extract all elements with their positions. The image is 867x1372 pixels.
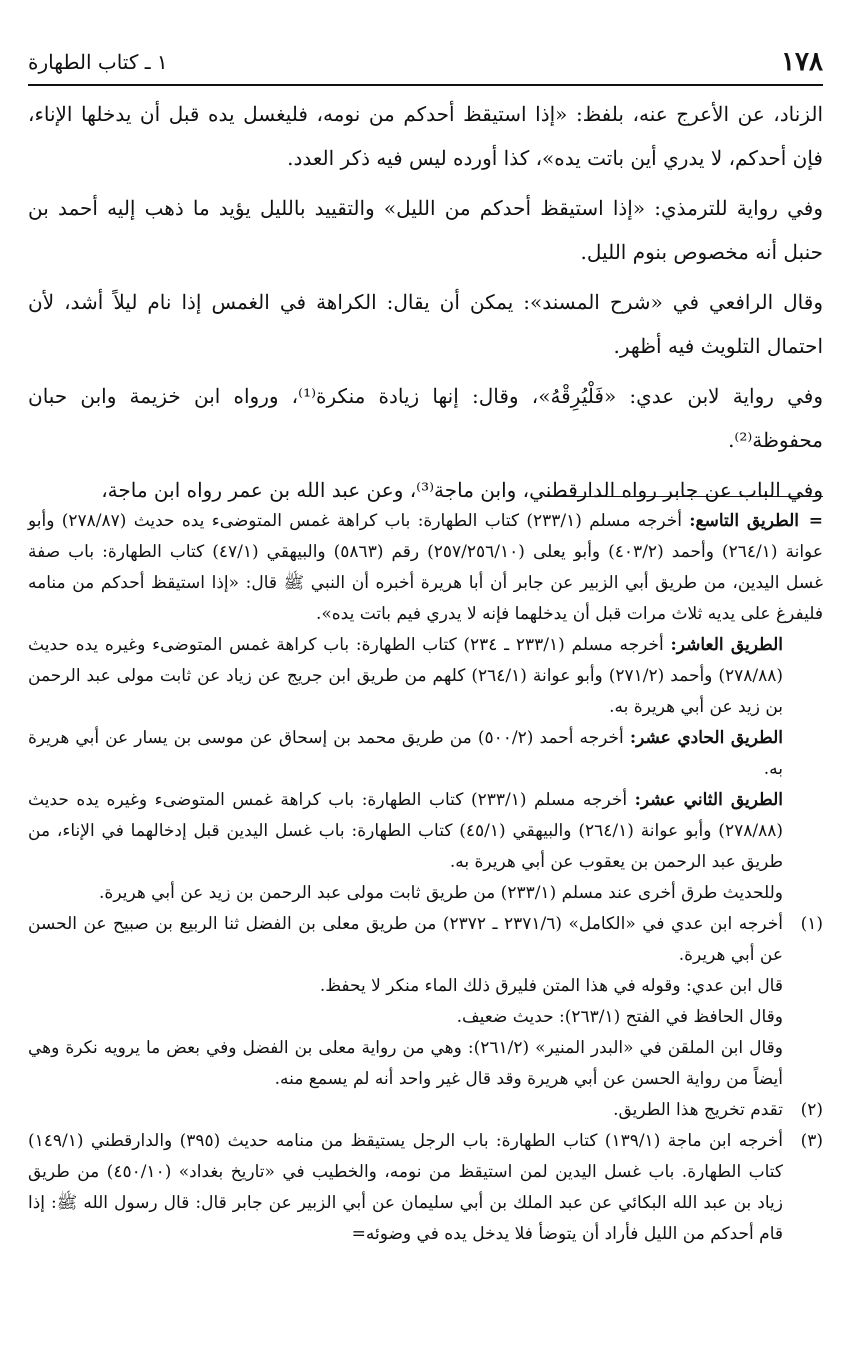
- footnote-route: [28, 785, 823, 878]
- page-header: [28, 42, 823, 82]
- body-paragraph: وفي الباب عن جابر رواه الدارقطني، وابن ماجة⁽³⁾، وعن عبد الله بن عمر رواه ابن ماجة،: [101, 478, 823, 502]
- route-label: الطريق الثاني عشر:: [634, 790, 784, 810]
- route-text: وللحديث طرق أخرى عند مسلم (٢٣٣/١) من طريق ثابت مولى عبد الرحمن بن زيد عن أبي هريرة.: [99, 883, 783, 903]
- route-text: أخرجه مسلم (٢٣٣/١) كتاب الطهارة: باب كراهة غمس المتوضىء يده حديث (٢٧٨/٨٧) وأبو عوانة (٢٦٤/١) وأحمد (٤٠٣/٢) وأبو يعلى (٢٥٧/٢٥٦/١٠) رقم (٥٨٦٣) والبيهقي (٤٧/١) كتاب الطهارة: باب صفة غسل اليدين، من طريق أبي الزبير عن جابر أن أبا هريرة أخبره أن النبي ﷺ قال: «إذا استيقظ أحدكم من منامه فليفرغ على يديه ثلاث مرات قبل أن يدخلهما فإنه لا يدري فيم باتت يده».: [28, 511, 823, 624]
- main-text: [28, 92, 823, 518]
- body-paragraph: وفي رواية لابن عدي: «فَلْيُرِقْهُ»، وقال: إنها زيادة منكرة⁽¹⁾، ورواه ابن خزيمة وابن حبان محفوظة⁽²⁾.: [28, 384, 823, 452]
- footnote-route: [28, 506, 823, 630]
- footnote-route: [28, 878, 823, 909]
- footnote-3: [28, 1126, 823, 1250]
- page-number: ١٧٨: [781, 47, 823, 77]
- body-paragraph: وفي رواية للترمذي: «إذا استيقظ أحدكم من الليل» والتقييد بالليل يؤيد ما ذهب إليه أحمد بن حنبل أنه مخصوص بنوم الليل.: [28, 196, 823, 264]
- footnote-number: (٢): [800, 1100, 823, 1120]
- footnote-line: تقدم تخريج هذا الطريق.: [613, 1100, 783, 1120]
- route-label: الطريق العاشر:: [670, 635, 783, 655]
- route-text: أخرجه أحمد (٥٠٠/٢) من طريق محمد بن إسحاق عن موسى بن يسار عن أبي هريرة به.: [28, 728, 783, 779]
- route-label: الطريق التاسع:: [689, 511, 799, 531]
- footnote-route: [28, 723, 823, 785]
- body-paragraph: وقال الرافعي في «شرح المسند»: يمكن أن يقال: الكراهة في الغمس إذا نام ليلاً أشد، لأن احتمال التلويث فيه أظهر.: [28, 290, 823, 358]
- footnote-1: [28, 909, 823, 1095]
- footnote-line: قال ابن عدي: وقوله في هذا المتن فليرق ذلك الماء منكر لا يحفظ.: [319, 976, 783, 996]
- route-text: أخرجه مسلم (٢٣٣/١ ـ ٢٣٤) كتاب الطهارة: باب كراهة غمس المتوضىء وغيره يده حديث (٢٧٨/٨٨) وأحمد (٢٧١/٢) وأبو عوانة (٢٦٤/١) كلهم من طريق ابن جريج عن زياد عن ثابت مولى عبد الرحمن بن زيد عن أبي هريرة به.: [28, 635, 784, 717]
- footnote-line: وقال ابن الملقن في «البدر المنير» (٢٦١/٢): وهي من رواية معلى بن الفضل وفي بعض ما يرويه نكرة وهي أيضاً من رواية الحسن عن أبي هريرة وقد قال غير واحد أنه لم يسمع منه.: [28, 1038, 783, 1089]
- continuation-mark: =: [808, 511, 823, 531]
- footnote-number: (١): [800, 914, 823, 934]
- footnote-line: أخرجه ابن ماجة (١٣٩/١) كتاب الطهارة: باب الرجل يستيقظ من منامه حديث (٣٩٥) والدارقطني (١٤٩/١) كتاب الطهارة. باب غسل اليدين لمن استيقظ من نومه، والخطيب في «تاريخ بغداد» (٤٥٠/١٠) من طريق زياد بن عبد الله البكائي عن عبد الملك بن أبي سليمان عن أبي الزبير عن جابر قال: قال رسول الله ﷺ: إذا قام أحدكم من الليل فأراد أن يتوضأ فلا يدخل يده في وضوئه=: [28, 1131, 783, 1244]
- footnote-2: [28, 1095, 823, 1126]
- footnote-number: (٣): [800, 1131, 823, 1151]
- header-rule: [28, 84, 823, 86]
- running-title: ١ ـ كتاب الطهارة: [28, 50, 168, 74]
- footnote-route: [28, 630, 823, 723]
- body-paragraph: الزناد، عن الأعرج عنه، بلفظ: «إذا استيقظ أحدكم من نومه، فليغسل يده قبل أن يدخلها الإناء، فإن أحدكم، لا يدري أين باتت يده»، كذا أورده ليس فيه ذكر العدد.: [28, 102, 823, 170]
- footnotes: [28, 506, 823, 1250]
- footnote-separator: [548, 496, 823, 497]
- route-label: الطريق الحادي عشر:: [629, 728, 784, 748]
- footnote-line: أخرجه ابن عدي في «الكامل» (٢٣٧١/٦ ـ ٢٣٧٢) من طريق معلى بن الفضل ثنا الربيع بن صبيح عن الحسن عن أبي هريرة.: [28, 914, 783, 965]
- footnote-line: وقال الحافظ في الفتح (٢٦٣/١): حديث ضعيف.: [456, 1007, 783, 1027]
- route-text: أخرجه مسلم (٢٣٣/١) كتاب الطهارة: باب كراهة غمس المتوضىء وغيره يده حديث (٢٧٨/٨٨) وأبو عوانة (٢٦٤/١) والبيهقي (٤٥/١) كتاب الطهارة: باب غسل اليدين قبل إدخالهما في الإناء، من طريق عبد الرحمن بن يعقوب عن أبي هريرة به.: [28, 790, 783, 872]
